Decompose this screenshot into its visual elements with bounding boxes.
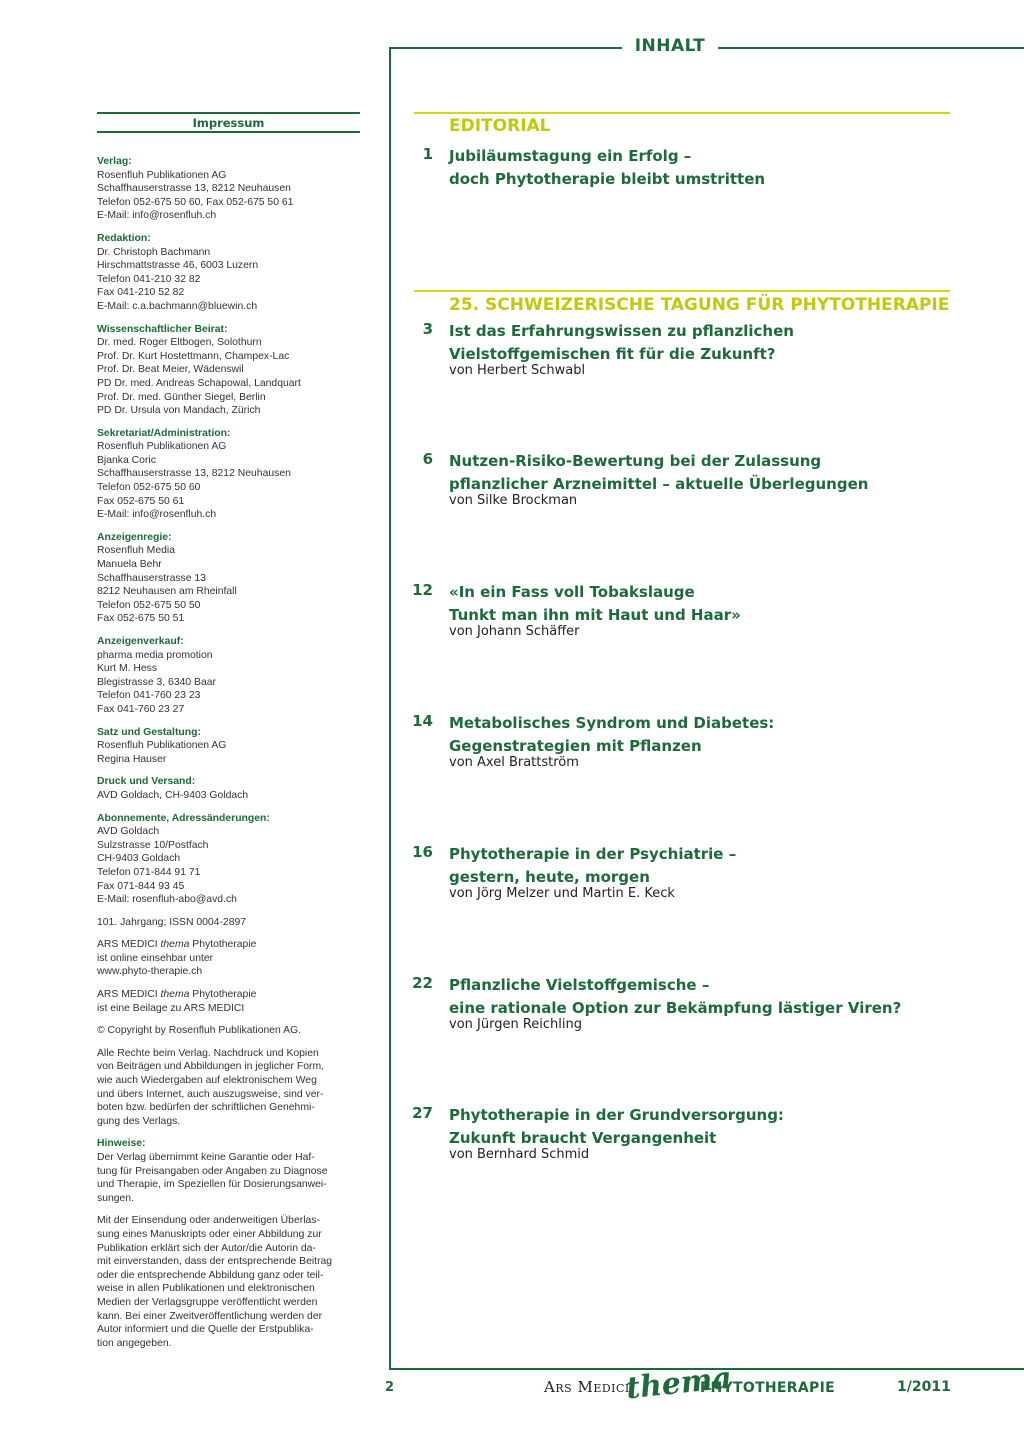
- block-line: CH-9403 Goldach: [97, 853, 181, 865]
- toc-title-line: gestern, heute, morgen: [449, 867, 650, 886]
- block-line: E-Mail: c.a.bachmann@bluewin.ch: [97, 300, 258, 312]
- block-label: Druck und Versand:: [97, 776, 196, 788]
- block-label: Wissenschaftlicher Beirat:: [97, 323, 228, 335]
- block-line: Blegistrasse 3, 6340 Baar: [97, 676, 216, 688]
- block-line: Telefon 052-675 50 60, Fax 052-675 50 61: [97, 196, 294, 208]
- block-label: Anzeigenregie:: [97, 531, 172, 543]
- toc-title-line: Phytotherapie in der Grundversorgung:: [449, 1106, 784, 1124]
- toc-title-line: Vielstoffgemischen fit für die Zukunft?: [449, 344, 776, 363]
- final-line: weise in allen Publikationen und elektronischen: [97, 1283, 315, 1295]
- block-line: Telefon 041-210 32 82: [97, 273, 201, 285]
- block-line: Telefon 071-844 91 71: [97, 866, 201, 878]
- toc-title: [449, 145, 765, 190]
- block-label: Sekretariat/Administration:: [97, 427, 231, 439]
- footer-brand-logo: [544, 1378, 630, 1396]
- hinweise-line: Der Verlag übernimmt keine Garantie oder Haf-: [97, 1152, 315, 1163]
- toc-author: von Axel Brattström: [449, 755, 579, 770]
- thema-text: thema: [160, 939, 190, 951]
- issn-line: 101. Jahrgang; ISSN 0004-2897: [97, 916, 247, 928]
- rights-line: gung des Verlags.: [97, 1115, 181, 1127]
- block-line: E-Mail: rosenfluh-abo@avd.ch: [97, 894, 237, 906]
- rights-line: Alle Rechte beim Verlag. Nachdruck und Kopien: [97, 1047, 319, 1059]
- toc-page-number: 22: [412, 974, 433, 992]
- rights-line: und übers Internet, auch auszugsweise, sind ver-: [97, 1088, 324, 1100]
- toc-title: [449, 450, 868, 495]
- block-line: Fax 041-210 52 82: [97, 287, 185, 299]
- toc-author: von Johann Schäffer: [449, 624, 580, 639]
- content-frame-rule: [389, 47, 391, 1370]
- final-line: sung eines Manuskripts oder einer Abbildung zur: [97, 1228, 322, 1240]
- toc-title-line: Tunkt man ihn mit Haut und Haar»: [449, 605, 741, 624]
- block-line: Fax 052-675 50 51: [97, 613, 185, 625]
- block-line: Dr. med. Roger Eltbogen, Solothurn: [97, 337, 262, 349]
- block-line: 8212 Neuhausen am Rheinfall: [97, 586, 237, 598]
- hinweise-line: und Therapie, im Speziellen für Dosierungsanwei-: [97, 1179, 327, 1191]
- impressum-top-rule: [97, 112, 360, 114]
- block-line: Fax 071-844 93 45: [97, 880, 185, 892]
- block-line: Sulzstrasse 10/Postfach: [97, 839, 209, 851]
- toc-title-line: pflanzlicher Arzneimittel – aktuelle Überlegungen: [449, 474, 869, 493]
- rights-line: wie auch Wiedergaben auf elektronischem Weg: [97, 1075, 317, 1087]
- rights-line: boten bzw. bedürfen der schriftlichen Genehmi-: [97, 1102, 315, 1114]
- toc-title-line: Ist das Erfahrungswissen zu pflanzlichen: [449, 322, 794, 340]
- toc-page-number: 6: [422, 450, 433, 468]
- block-line: Hirschmattstrasse 46, 6003 Luzern: [97, 260, 259, 272]
- toc-page-number: 14: [412, 712, 433, 730]
- block-label: Abonnemente, Adressänderungen:: [97, 812, 270, 824]
- toc-author: von Herbert Schwabl: [449, 363, 586, 378]
- block-line: Prof. Dr. med. Günther Siegel, Berlin: [97, 391, 266, 403]
- impressum-block-verlag: [97, 155, 362, 223]
- toc-page-number: 27: [412, 1104, 433, 1122]
- final-line: Medien der Verlagsgruppe veröffentlicht werden: [97, 1296, 318, 1308]
- rights-line: von Beiträgen und Abbildungen in jeglicher Form,: [97, 1061, 325, 1073]
- toc-author: von Jürgen Reichling: [449, 1017, 582, 1032]
- impressum-issn: [97, 916, 362, 930]
- footer-page-number: 2: [385, 1380, 395, 1395]
- header-rule-right: [718, 47, 1024, 49]
- toc-title-line: Gegenstrategien mit Pflanzen: [449, 736, 702, 755]
- block-line: Prof. Dr. Kurt Hostettmann, Champex-Lac: [97, 350, 290, 362]
- block-line: pharma media promotion: [97, 649, 213, 661]
- toc-page-number: 12: [412, 581, 433, 599]
- toc-title: [449, 843, 736, 888]
- hinweise-line: sungen.: [97, 1192, 134, 1204]
- block-line: Dr. Christoph Bachmann: [97, 246, 211, 258]
- impressum-block-redaktion: [97, 232, 362, 314]
- block-line: Fax 052-675 50 61: [97, 495, 185, 507]
- toc-page-number: 16: [412, 843, 433, 861]
- final-line: oder die entsprechende Abbildung ganz oder teil-: [97, 1269, 324, 1281]
- block-line: Rosenfluh Publikationen AG: [97, 441, 227, 453]
- section-title-editorial: EDITORIAL: [449, 116, 551, 136]
- toc-title-line: Nutzen-Risiko-Bewertung bei der Zulassung: [449, 452, 822, 470]
- final-line: mit einverstanden, dass der entsprechende Beitrag: [97, 1256, 333, 1268]
- copyright-line: © Copyright by Rosenfluh Publikationen AG.: [97, 1025, 302, 1037]
- impressum-beilage: [97, 988, 362, 1015]
- impressum-block-satz: [97, 726, 362, 767]
- product-text: Phytotherapie: [192, 989, 257, 1001]
- footer-section-name: PHYTOTHERAPIE: [700, 1380, 835, 1396]
- product-text: Phytotherapie: [192, 939, 257, 951]
- block-line: AVD Goldach: [97, 826, 160, 838]
- toc-page-number: 3: [422, 320, 433, 338]
- block-line: Rosenfluh Media: [97, 545, 175, 557]
- block-line: Schaffhauserstrasse 13, 8212 Neuhausen: [97, 183, 291, 195]
- brand-letters: RS: [555, 1382, 573, 1395]
- block-line: Telefon 052-675 50 60: [97, 482, 201, 494]
- block-line: E-Mail: info@rosenfluh.ch: [97, 210, 217, 222]
- online-line: ist online einsehbar unter: [97, 952, 214, 964]
- final-line: Publikation erklärt sich der Autor/die Autorin da-: [97, 1242, 316, 1254]
- block-line: E-Mail: info@rosenfluh.ch: [97, 509, 217, 521]
- impressum-block-anzeigenregie: [97, 531, 362, 626]
- impressum-final-note: [97, 1214, 362, 1350]
- toc-author: von Jörg Melzer und Martin E. Keck: [449, 886, 675, 901]
- footer-issue: 1/2011: [897, 1379, 951, 1395]
- block-line: AVD Goldach, CH-9403 Goldach: [97, 789, 249, 801]
- toc-title-line: doch Phytotherapie bleibt umstritten: [449, 169, 766, 188]
- impressum-block-anzeigenverkauf: [97, 635, 362, 717]
- toc-page-number: 1: [422, 145, 433, 163]
- toc-title: [449, 974, 901, 1019]
- toc-title: [449, 320, 794, 365]
- beilage-line: ist eine Beilage zu ARS MEDICI: [97, 1002, 245, 1014]
- block-line: PD Dr. Ursula von Mandach, Zürich: [97, 405, 261, 417]
- block-label: Satz und Gestaltung:: [97, 726, 201, 738]
- brand-text: ARS MEDICI: [97, 939, 158, 951]
- thema-text: thema: [160, 989, 190, 1001]
- brand-letter: A: [544, 1378, 556, 1396]
- impressum-copyright: [97, 1024, 362, 1038]
- toc-author: von Silke Brockman: [449, 493, 578, 508]
- impressum-online: [97, 938, 362, 979]
- toc-title: [449, 712, 774, 757]
- block-line: Kurt M. Hess: [97, 663, 158, 675]
- impressum-rights: [97, 1047, 362, 1129]
- toc-author: von Bernhard Schmid: [449, 1147, 590, 1162]
- page-title: INHALT: [634, 36, 706, 56]
- header-rule-left: [390, 47, 622, 49]
- section-title-tagung: 25. SCHWEIZERISCHE TAGUNG FÜR PHYTOTHERAPIE: [449, 295, 950, 315]
- block-line: Bjanka Coric: [97, 454, 156, 466]
- block-line: Prof. Dr. Beat Meier, Wädenswil: [97, 364, 244, 376]
- brand-letter: M: [577, 1378, 594, 1396]
- toc-title-line: Zukunft braucht Vergangenheit: [449, 1128, 717, 1147]
- toc-title-line: Phytotherapie in der Psychiatrie –: [449, 845, 737, 863]
- block-line: Schaffhauserstrasse 13, 8212 Neuhausen: [97, 468, 291, 480]
- brand-letters: EDICI: [593, 1382, 630, 1395]
- hinweise-line: tung für Preisangaben oder Angaben zu Diagnose: [97, 1165, 328, 1177]
- toc-title: [449, 1104, 784, 1149]
- impressum-block-abonnemente: [97, 812, 362, 907]
- toc-title-line: Jubiläumstagung ein Erfolg –: [449, 147, 692, 165]
- website-link[interactable]: www.phyto-therapie.ch: [97, 966, 203, 978]
- impressum-bottom-rule: [97, 131, 360, 133]
- toc-title-line: Metabolisches Syndrom und Diabetes:: [449, 714, 775, 732]
- block-line: PD Dr. med. Andreas Schapowal, Landquart: [97, 377, 301, 389]
- block-line: Schaffhauserstrasse 13: [97, 572, 206, 584]
- toc-title-line: «In ein Fass voll Tobakslauge: [449, 583, 695, 601]
- section-rule-editorial: [414, 112, 950, 114]
- impressum-title: Impressum: [192, 116, 265, 130]
- block-line: Fax 041-760 23 27: [97, 703, 185, 715]
- block-label: Redaktion:: [97, 232, 151, 244]
- toc-title-line: eine rationale Option zur Bekämpfung lästiger Viren?: [449, 998, 902, 1017]
- impressum-block-beirat: [97, 323, 362, 418]
- final-line: kann. Bei einer Zweitveröffentlichung werden der: [97, 1310, 323, 1322]
- block-line: Manuela Behr: [97, 559, 162, 571]
- toc-title-line: Pflanzliche Vielstoffgemische –: [449, 976, 710, 994]
- impressum-block-sekretariat: [97, 427, 362, 522]
- toc-title: [449, 581, 741, 626]
- footer-thema-logo: thema: [624, 1360, 734, 1407]
- block-label: Verlag:: [97, 156, 132, 167]
- final-line: tion angegeben.: [97, 1337, 172, 1349]
- impressum-hinweise: [97, 1137, 362, 1205]
- online-line: [97, 938, 362, 952]
- section-rule-tagung: [414, 290, 950, 292]
- block-line: Regina Hauser: [97, 753, 167, 765]
- brand-text: ARS MEDICI: [97, 989, 158, 1001]
- block-line: Telefon 041-760 23 23: [97, 690, 201, 702]
- block-line: Rosenfluh Publikationen AG: [97, 169, 227, 181]
- block-label: Hinweise:: [97, 1138, 146, 1150]
- final-line: Mit der Einsendung oder anderweitigen Überlas-: [97, 1215, 320, 1227]
- impressum-block-druck: [97, 775, 362, 802]
- final-line: Autor informiert und die Quelle der Erstpublika-: [97, 1324, 314, 1336]
- impressum-column: [97, 155, 362, 1359]
- block-label: Anzeigenverkauf:: [97, 636, 184, 647]
- block-line: Rosenfluh Publikationen AG: [97, 740, 227, 752]
- beilage-line: [97, 988, 362, 1002]
- block-line: Telefon 052-675 50 50: [97, 599, 201, 611]
